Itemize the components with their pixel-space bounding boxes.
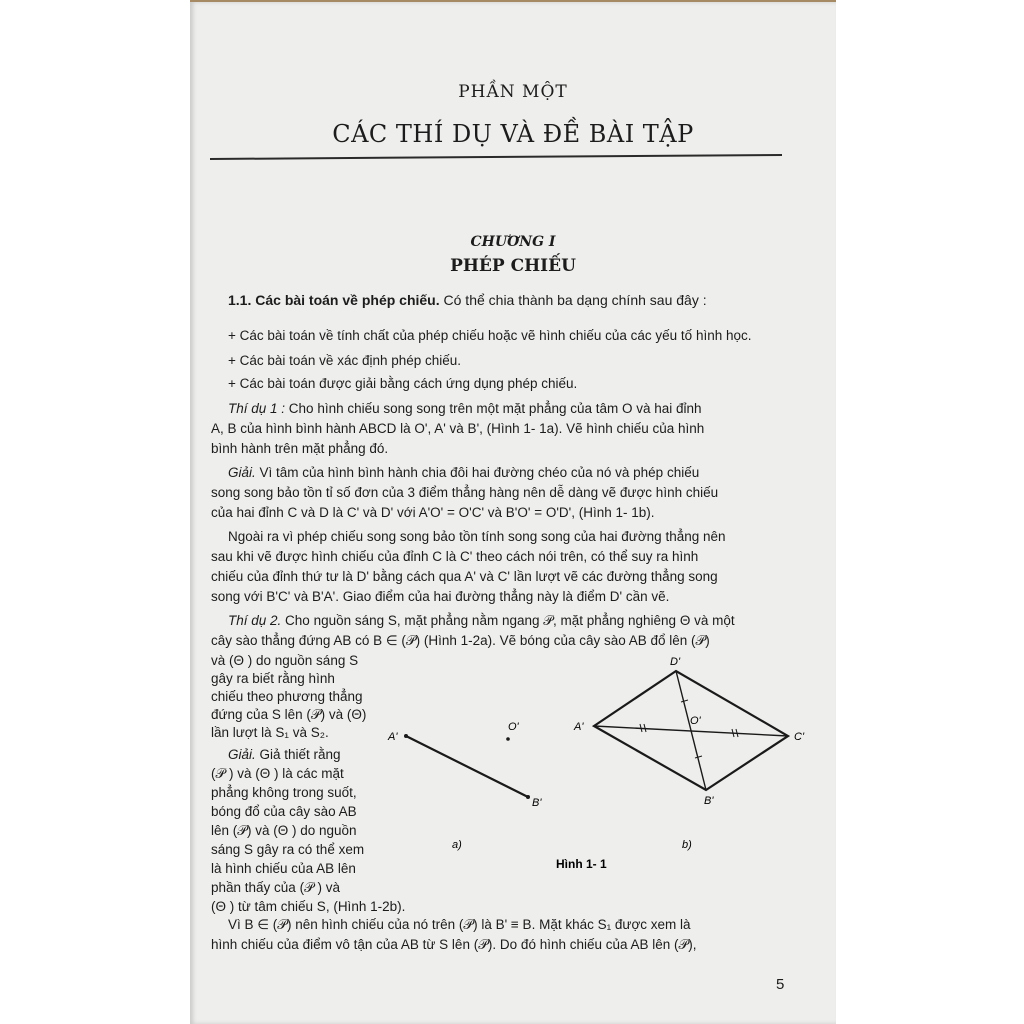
section-intro: Có thể chia thành ba dạng chính sau đây : (439, 292, 707, 308)
fig-part-a: a) (452, 839, 462, 851)
figure-1-1 (380, 650, 820, 880)
example1-text-1: Cho hình chiếu song song trên một mặt phẳng của tâm O và hai đỉnh (285, 401, 702, 416)
solution1-line-2: song song bảo tồn tỉ số đơn của 3 điểm thẳng hàng nên dễ dàng vẽ được hình chiếu (211, 485, 719, 500)
point-b (526, 795, 530, 799)
chapter-label: CHƯƠNG I (470, 234, 556, 250)
solution1-line-3: của hai đỉnh C và D là C' và D' với A'O' = O'C' và B'O' = O'D', (Hình 1- 1b). (211, 505, 655, 520)
fig-a-label-a: A' (388, 731, 398, 743)
example2-col-2: gây ra biết rằng hình (211, 671, 335, 686)
part-title: CÁC THÍ DỤ VÀ ĐỀ BÀI TẬP (332, 120, 694, 148)
paragraph2-line-3: chiếu của đỉnh thứ tư là D' bằng cách qua A' và C' lần lượt vẽ các đường thẳng song (211, 569, 718, 584)
page-number: 5 (776, 976, 785, 993)
bullet-3: + Các bài toán được giải bằng cách ứng dụng phép chiếu. (228, 376, 578, 391)
point-a (404, 734, 408, 738)
fig-b-label-b: B' (704, 795, 714, 807)
solution2-col-2: (𝒫 ) và (Θ ) là các mặt (211, 766, 344, 781)
paragraph2-line-1: Ngoài ra vì phép chiếu song song bảo tồn tính song song của hai đường thẳng nên (228, 529, 726, 544)
bullet-1: + Các bài toán về tính chất của phép chiếu hoặc vẽ hình chiếu của các yếu tố hình học. (228, 328, 752, 343)
chapter-title: PHÉP CHIẾU (450, 256, 576, 276)
solution2-label: Giải. (228, 747, 256, 762)
example2-col-5: lần lượt là S₁ và S₂. (211, 725, 329, 740)
section-line (228, 292, 707, 308)
paragraph2-line-4: song với B'C' và B'A'. Giao điểm của hai đường thẳng này là điểm D' cần vẽ. (211, 589, 670, 604)
example2-line-2: cây sào thẳng đứng AB có B ∈ (𝒫) (Hình 1-2a). Vẽ bóng của cây sào AB đổ lên (𝒫) (211, 633, 710, 648)
solution2-col-9: (Θ ) từ tâm chiếu S, (Hình 1-2b). (211, 899, 406, 914)
example2-col-3: chiếu theo phương thẳng (211, 689, 363, 704)
part-label: PHẦN MỘT (458, 82, 568, 102)
fig-b-label-c: C' (794, 731, 805, 743)
solution2-line-2: hình chiếu của điểm vô tận của AB từ S lên (𝒫). Do đó hình chiếu của AB lên (𝒫), (211, 937, 697, 952)
example2-text-1: Cho nguồn sáng S, mặt phẳng nằm ngang 𝒫, mặt phẳng nghiêng Θ và một (281, 613, 735, 628)
example1-line-3: bình hành trên mặt phẳng đó. (211, 441, 389, 456)
solution1-text-1: Vì tâm của hình bình hành chia đôi hai đường chéo của nó và phép chiếu (255, 465, 700, 480)
solution1-line-1 (228, 465, 699, 480)
solution2-col-4: bóng đổ của cây sào AB (211, 804, 357, 819)
fig-b-label-o: O' (690, 715, 701, 727)
segment-a-b (406, 736, 528, 797)
solution2-col-7: là hình chiếu của AB lên (211, 861, 356, 876)
solution2-col-1 (228, 747, 341, 762)
solution2-col-text-1: Giả thiết rằng (255, 747, 341, 762)
fig-a-label-o: O' (508, 721, 519, 733)
example2-col-1: và (Θ ) do nguồn sáng S (211, 653, 359, 668)
fig-part-b: b) (682, 839, 692, 851)
example1-line-1 (228, 401, 702, 416)
solution2-col-5: lên (𝒫) và (Θ ) do nguồn (211, 823, 357, 838)
example1-label: Thí dụ 1 : (228, 401, 286, 416)
example2-line-1 (228, 613, 735, 629)
fig-b-label-d: D' (670, 656, 681, 668)
bullet-2: + Các bài toán về xác định phép chiếu. (228, 353, 462, 368)
solution2-line-1: Vì B ∈ (𝒫) nên hình chiếu của nó trên (𝒫) là B' ≡ B. Mặt khác S₁ được xem là (228, 917, 691, 932)
fig-b-label-a: A' (574, 721, 584, 733)
solution2-col-6: sáng S gây ra có thể xem (211, 842, 365, 857)
point-o (506, 737, 510, 741)
example2-col-4: đứng của S lên (𝒫) và (Θ) (211, 707, 367, 722)
solution1-label: Giải. (228, 465, 256, 480)
solution2-col-8: phần thấy của (𝒫 ) và (211, 880, 341, 895)
paragraph2-line-2: sau khi vẽ được hình chiếu của đỉnh C là C' theo cách nói trên, có thể suy ra hình (211, 549, 699, 564)
fig-a-label-b: B' (532, 797, 542, 809)
example2-label: Thí dụ 2. (228, 613, 282, 628)
figure-caption: Hình 1- 1 (556, 857, 607, 871)
example1-line-2: A, B của hình bình hành ABCD là O', A' và B', (Hình 1- 1a). Vẽ hình chiếu của hình (211, 421, 705, 436)
section-heading: 1.1. Các bài toán về phép chiếu. (228, 292, 440, 308)
solution2-col-3: phẳng không trong suốt, (211, 785, 357, 800)
